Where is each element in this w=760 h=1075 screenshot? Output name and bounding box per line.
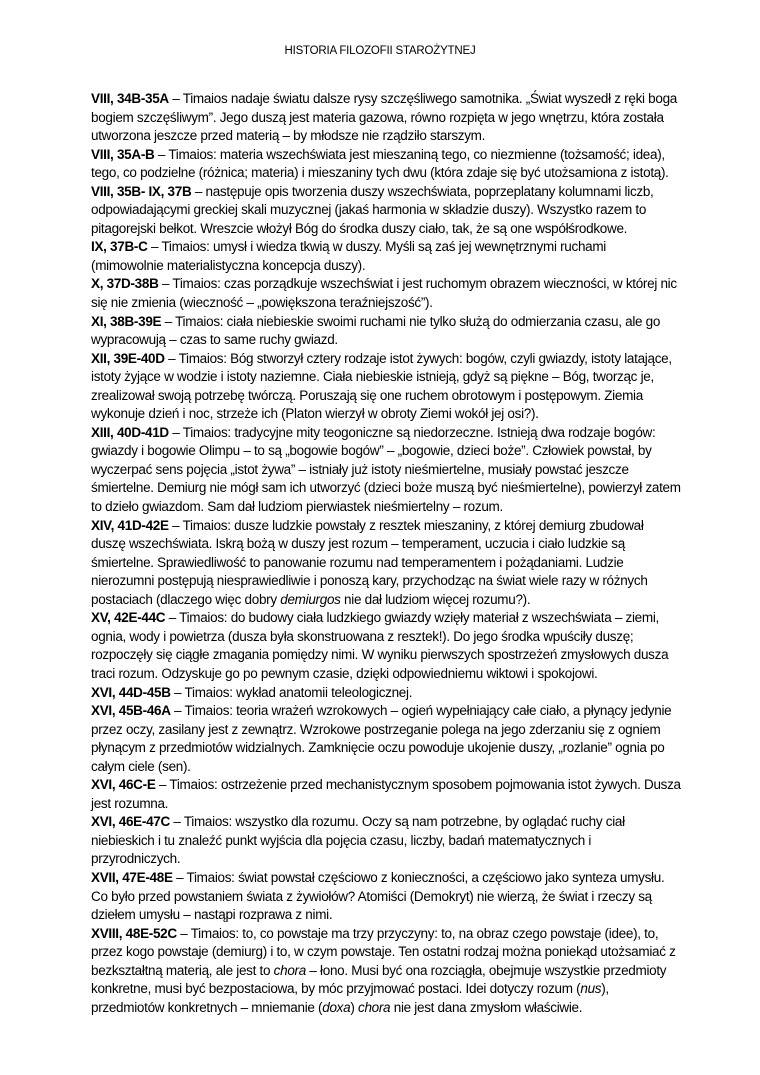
entry-text-italic: nus [580, 981, 602, 997]
entry-paragraph [91, 424, 681, 517]
entry-text-italic: chora [358, 999, 391, 1015]
page-header: HISTORIA FILOZOFII STAROŻYTNEJ [284, 45, 476, 57]
entry-text-italic: chora [273, 962, 306, 978]
entry-text: ) [350, 999, 358, 1015]
entry-reference: IX, 37B-C [91, 239, 148, 255]
entry-text-italic: doxa [322, 999, 351, 1015]
entry-reference: XIV, 41D-42E [91, 517, 169, 533]
entry-text: – Timaios: czas porządkuje wszechświat i jest ruchomym obrazem wieczności, w której nic się nie zmienia (wieczność – „powiększona teraźniejszość”). [91, 276, 677, 311]
entry-text: – Timaios: dusze ludzkie powstały z resztek mieszaniny, z której demiurg zbudował duszę wszechświata. Iskrą bożą w duszy jest rozum – temperament, uczucia i ciało ludzkie są śmiertelne. Sprawiedliwość to panowanie rozumu nad temperamentem i pożądaniami. Ludzie nierozumni postępują niesprawiedliwie i ponoszą kary, przychodząc na świat wiele razy w różnych postaciach (dlaczego więc dobry [91, 517, 648, 607]
entry-text: – Timaios: ciała niebieskie swoimi ruchami nie tylko służą do odmierzania czasu, ale go wypracowują – czas to same ruchy gwiazd. [91, 313, 661, 348]
entry-paragraph [91, 183, 681, 239]
entry-paragraph [91, 146, 681, 183]
entry-paragraph [91, 925, 681, 1018]
entry-reference: XVII, 47E-48E [91, 869, 173, 885]
entry-paragraph [91, 517, 681, 610]
entry-reference: XIII, 40D-41D [91, 424, 169, 440]
entry-paragraph [91, 313, 681, 350]
entry-paragraph [91, 238, 681, 275]
entry-text: – Timaios: Bóg stworzył cztery rodzaje istot żywych: bogów, czyli gwiazdy, istoty latające, istoty żyjące w wodzie i istoty naziemne. Ciała niebieskie istnieją, gdyż są piękne – Bóg, tworząc je, zrealizował swoją potrzebę twórczą. Poruszają się one ruchem obrotowym i postępowym. Ziemia wykonuje dzień i noc, strzeże ich (Platon wierzył w obroty Ziemi wokół jej osi?). [91, 350, 672, 422]
entry-reference: XV, 42E-44C [91, 610, 166, 626]
entry-text: – Timaios nadaje światu dalsze rysy szczęśliwego samotnika. „Świat wyszedł z ręki boga bogiem szczęśliwym”. Jego duszą jest materia gazowa, równo rozpięta w jego wnętrzu, która została utworzona jeszcze przed materią – by młodsze nie rządziło starszym. [91, 91, 678, 144]
entry-text: – Timaios: tradycyjne mity teogoniczne są niedorzeczne. Istnieją dwa rodzaje bogów: gwiazdy i bogowie Olimpu – to są „bogowie bogów” – „bogowie, dzieci boże”. Człowiek powstał, by wyczerpać sens pojęcia „istot żywa” – istniały już istoty nieśmiertelne, musiały powstać jeszcze śmiertelne. Demiurg nie mógł sam ich utworzyć (dzieci boże muszą być nieśmiertelne), powierzył zatem to dzieło gwiazdom. Sam dał ludziom pierwiastek nieśmiertelny – rozum. [91, 424, 681, 515]
entry-paragraph [91, 702, 681, 776]
entry-text: – Timaios: teoria wrażeń wzrokowych – ogień wypełniający całe ciało, a płynący jedynie przez oczy, zasilany jest z zewnątrz. Wzrokowe postrzeganie polega na jego zderzaniu się z ogniem płynącym z przedmiotów widzialnych. Zamknięcie oczu powoduje ukojenie duszy, „rozlanie” ognia po całym ciele (sen). [91, 703, 672, 774]
entry-reference: XVI, 46C-E [91, 777, 156, 793]
entry-text: – Timaios: materia wszechświata jest mieszaniną tego, co niezmienne (tożsamość; idea), tego, co podzielne (różnica; materia) i mieszaniny tych dwu (która zdaje się być utożsamiona z istotą). [91, 146, 669, 181]
entry-text: ), przedmiotów konkretnych – mniemanie ( [91, 981, 609, 1015]
entry-text: – Timaios: świat powstał częściowo z konieczności, a częściowo jako synteza umysłu. Co było przed powstaniem świata z żywiołów? Atomiści (Demokryt) nie wierzą, że świat i rzeczy są dziełem umysłu – nastąpi rozprawa z nimi. [91, 869, 665, 923]
entry-reference: XVI, 44D-45B [91, 684, 171, 700]
entry-reference: VIII, 35A-B [91, 146, 155, 162]
entry-reference: XVIII, 48E-52C [91, 925, 177, 941]
entry-text: – następuje opis tworzenia duszy wszechświata, poprzeplatany kolumnami liczb, odpowiadającymi greckiej skali muzycznej (jakaś harmonia w składzie duszy). Wszystko razem to pitagorejski bełkot. Wreszcie włożył Bóg do środka duszy ciało, tak, że są one współśrodkowe. [91, 183, 654, 236]
entry-text: nie jest dana zmysłom właściwie. [390, 999, 583, 1015]
entry-text: – Timaios: do budowy ciała ludzkiego gwiazdy wzięły materiał z wszechświata – ziemi, ognia, wody i powietrza (dusza była skonstruowana z resztek!). Do jego środka wpuściły duszę; rozpoczęły się ciągłe zmagania pomiędzy nimi. W wyniku pierwszych spostrzeżeń zmysłowych dusza traci rozum. Odzyskuje go po pewnym czasie, dzięki odpowiedniemu wiktowi i spokojowi. [91, 610, 669, 681]
entry-paragraph [91, 90, 681, 146]
entry-reference: XVI, 46E-47C [91, 814, 170, 830]
entry-text: – Timaios: to, co powstaje ma trzy przyczyny: to, na obraz czego powstaje (idee), to, przez kogo powstaje (demiurg) i to, w czym powstaje. Ten ostatni rodzaj można poniekąd utożsamiać z bezkształtną materią, ale jest to [91, 925, 676, 978]
entry-paragraph [91, 813, 681, 869]
entry-paragraph [91, 350, 681, 424]
entry-text: – Timaios: wszystko dla rozumu. Oczy są nam potrzebne, by oglądać ruchy ciał niebieskich i tu znaleźć punkt wyjścia dla pojęcia czasu, liczby, badań matematycznych i przyrodniczych. [91, 814, 625, 867]
entry-reference: XII, 39E-40D [91, 350, 165, 366]
entry-text-italic: demiurgos [280, 591, 341, 607]
entry-text: nie dał ludziom więcej rozumu?). [340, 591, 531, 607]
entry-text: – Timaios: umysł i wiedza tkwią w duszy. Myśli są zaś jej wewnętrznymi ruchami (mimowolnie materialistyczna koncepcja duszy). [91, 239, 607, 273]
entry-text: – łono. Musi być ona rozciągła, obejmuje wszystkie przedmioty konkretne, musi być bezpostaciowa, by móc przyjmować postaci. Idei dotyczy rozum ( [91, 962, 667, 997]
entry-reference: VIII, 34B-35A [91, 91, 169, 106]
entry-paragraph [91, 776, 681, 813]
entry-paragraph [91, 684, 681, 703]
entry-paragraph [91, 609, 681, 683]
entry-reference: XI, 38B-39E [91, 313, 162, 329]
entry-text: – Timaios: wykład anatomii teleologicznej. [170, 684, 413, 700]
entry-paragraph [91, 275, 681, 312]
entry-reference: VIII, 35B- IX, 37B [91, 183, 192, 199]
entry-reference: X, 37D-38B [91, 276, 159, 292]
document-body [91, 90, 681, 1017]
entry-reference: XVI, 45B-46A [91, 703, 171, 719]
entry-paragraph [91, 869, 681, 925]
entry-text: – Timaios: ostrzeżenie przed mechanistycznym sposobem pojmowania istot żywych. Dusza jest rozumna. [91, 777, 681, 811]
